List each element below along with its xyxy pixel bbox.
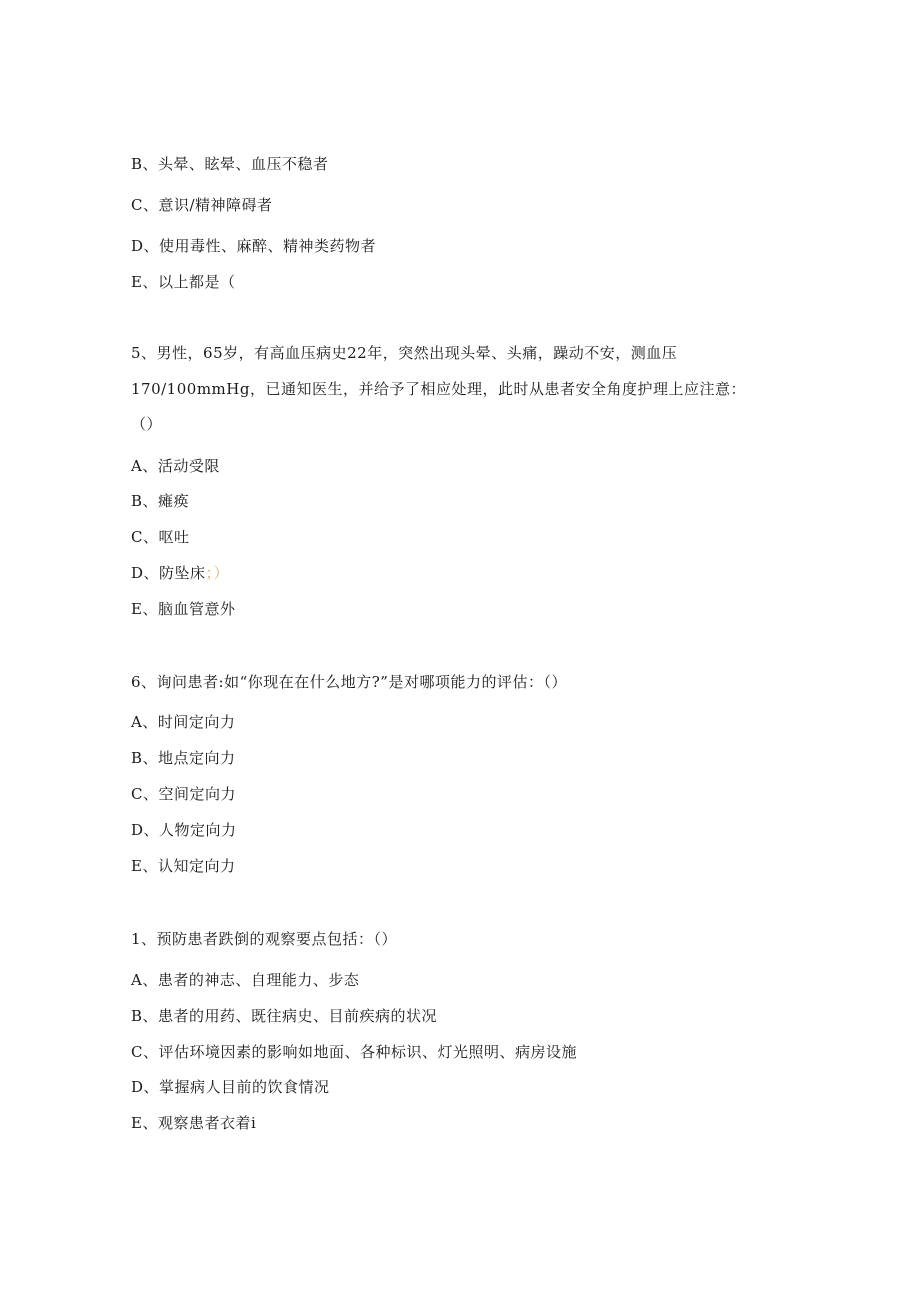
q5-stem-line2: 170/100mmHg，已通知医生，并给予了相应处理，此时从患者安全角度护理上应注意：: [131, 380, 746, 398]
q5-option-d-mark: ；）: [205, 564, 230, 582]
q1-option-a: A、患者的神志、自理能力、步态: [131, 971, 360, 989]
q5-stem-line3: （）: [131, 415, 163, 433]
q5-option-a: A、活动受限: [131, 457, 220, 475]
q1-option-b: B、患者的用药、既往病史、目前疾病的状况: [131, 1007, 438, 1025]
q5-option-b: B、瘫痪: [131, 492, 190, 510]
q5-option-c: C、呕吐: [131, 528, 190, 546]
q6-option-a: A、时间定向力: [131, 713, 236, 731]
q6-stem: 6、询问患者:如“你现在在什么地方?”是对哪项能力的评估：（）: [131, 673, 567, 691]
q1-stem: 1、预防患者跌倒的观察要点包括：（）: [131, 930, 398, 948]
q4-option-c: C、意识/精神障碍者: [131, 196, 273, 214]
q1-option-c: C、评估环境因素的影响如地面、各种标识、灯光照明、病房设施: [131, 1043, 577, 1061]
q6-option-c: C、空间定向力: [131, 785, 236, 803]
q1-option-e: E、观察患者衣着i: [131, 1114, 257, 1132]
q6-option-b: B、地点定向力: [131, 749, 236, 767]
q5-option-d-text: D、防坠床: [131, 564, 206, 582]
q1-option-d: D、掌握病人目前的饮食情况: [131, 1078, 330, 1096]
q5-stem-line1: 5、男性，65岁，有高血压病史22年，突然出现头晕、头痛，躁动不安，测血压: [131, 344, 678, 362]
q6-option-d: D、人物定向力: [131, 821, 237, 839]
q4-option-b: B、头晕、眩晕、血压不稳者: [131, 155, 329, 173]
q4-option-e: E、以上都是（: [131, 273, 236, 291]
q5-option-e: E、脑血管意外: [131, 600, 236, 618]
q4-option-d: D、使用毒性、麻醉、精神类药物者: [131, 237, 377, 255]
q5-option-d: [131, 563, 229, 583]
q6-option-e: E、认知定向力: [131, 857, 236, 875]
